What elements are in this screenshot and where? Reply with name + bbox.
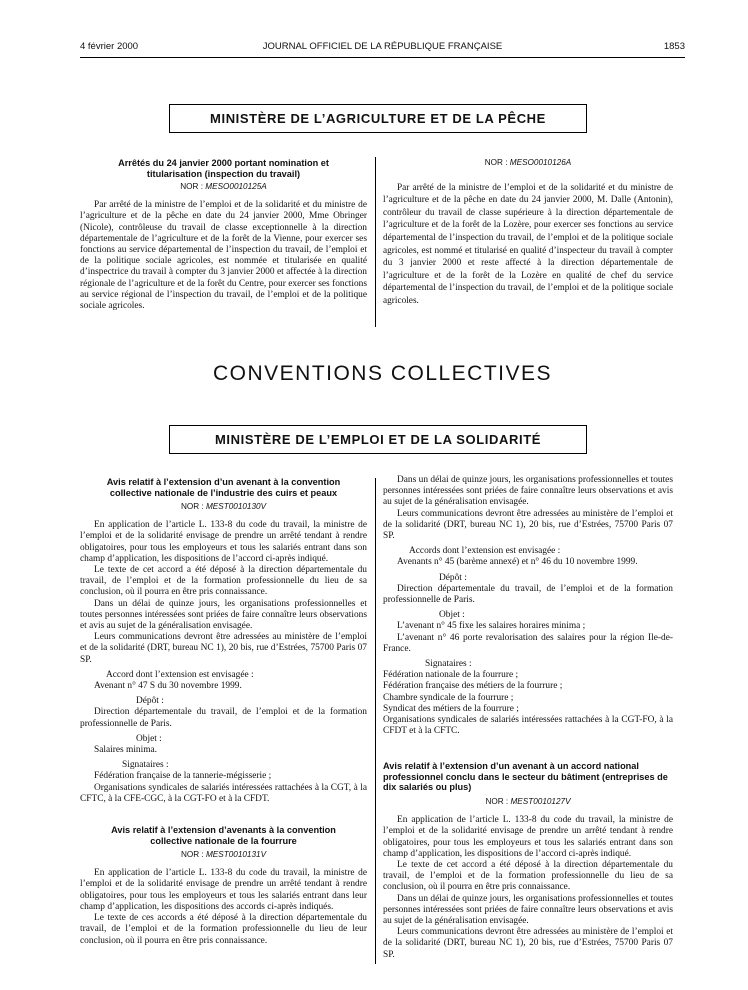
nor-code: MEST0010130V — [205, 502, 267, 511]
paragraph: Leurs communications devront être adressées au ministère de l’emploi et de la solidarité (DRT, bureau NC 1), 20 bis, rue d’Estrées, 75700 Paris 07 SP. — [80, 632, 367, 665]
nor-label: NOR : — [180, 850, 204, 860]
nor-code: MESO0010125A — [205, 182, 267, 191]
depot-text: Direction départementale du travail, de l’emploi et de la formation professionnelle de Paris. — [383, 583, 673, 606]
nor-line — [383, 157, 673, 170]
signataire: Organisations syndicales de salariés intéressées rattachées à la CGT-FO, à la CFDT et à la CFTC. — [383, 715, 673, 737]
paragraph: Leurs communications devront être adressées au ministère de l’emploi et de la solidarité (DRT, bureau NC 1), 20 bis, rue d’Estrées, 75700 Paris 07 SP. — [383, 927, 673, 960]
nor-code: MESO0010126A — [509, 158, 572, 167]
signataires-label: Signataires : — [425, 659, 472, 670]
nor-line — [80, 501, 367, 512]
paragraph: Le texte de ces accords a été déposé à la direction départementale du travail, de l’emploi et de la formation professionnelle du lieu de leur conclusion, où il pourra en être pris connaissance. — [80, 913, 367, 946]
nor-code: MEST0010131V — [205, 850, 267, 860]
arrete-body: Par arrêté de la ministre de l’emploi et de la solidarité et du ministre de l’agriculture et de la pêche en date du 24 janvier 2000, M. Dalle (Antonin), contrôleur du travail de classe supérieure à la direction départementale de l’agriculture et de la forêt de la Lozère, pour exercer ses fonctions au service départemental de l’inspection du travail, de l’emploi et de la politique sociale agricoles, est nommé et titularisé en qualité d’inspecteur du travail à compter du 3 janvier 2000 et reste affecté à la direction départementale de l’agriculture et de la forêt de la Lozère en qualité de chef du service départemental de l’inspection du travail, de l’emploi et de la politique sociale agricoles. — [383, 182, 673, 306]
avis-title: Avis relatif à l’extension d’un avenant à la convention collective nationale de l’industrie des cuirs et peaux — [106, 477, 341, 498]
avis-cuirs-peaux — [80, 477, 367, 947]
paragraph: Le texte de cet accord a été déposé à la direction départementale du travail, de l’emploi et de la formation professionnelle du lieu de sa conclusion, où il pourra en être pris connaissance. — [80, 565, 367, 598]
paragraph: Le texte de cet accord a été déposé à la direction départementale du travail, de l’emploi et de la formation professionnelle du lieu de sa conclusion, où il pourra en être pris connaissance. — [383, 859, 673, 893]
objet-text: Salaires minima. — [94, 745, 158, 756]
nor-label: NOR : — [180, 182, 203, 191]
accord-text: Avenant n° 47 S du 30 novembre 1999. — [94, 681, 242, 692]
ministry-emploi-heading: MINISTÈRE DE L’EMPLOI ET DE LA SOLIDARITÉ — [169, 425, 587, 454]
avis-title: Avis relatif à l’extension d’avenants à la convention collective nationale de la fourrure — [111, 825, 336, 846]
depot-label: Dépôt : — [439, 572, 467, 583]
signataire: Fédération française de la tannerie-mégisserie ; — [94, 771, 272, 782]
arrete-dalle — [383, 157, 673, 308]
paragraph: Leurs communications devront être adressées au ministère de l’emploi et de la solidarité (DRT, bureau NC 1), 20 bis, rue d’Estrées, 75700 Paris 07 SP. — [383, 508, 673, 542]
objet-text: L’avenant n° 46 porte revalorisation des salaires pour la région Ile-de-France. — [383, 632, 673, 654]
accord-label: Accord dont l’extension est envisagée : — [106, 669, 254, 680]
ministry-agriculture-heading: MINISTÈRE DE L’AGRICULTURE ET DE LA PÊCHE — [169, 104, 587, 133]
page-header — [80, 41, 685, 55]
objet-label: Objet : — [136, 733, 162, 744]
column-divider-bottom — [375, 478, 376, 964]
nor-label: NOR : — [485, 796, 509, 806]
paragraph: En application de l’article L. 133-8 du code du travail, la ministre de l’emploi et de la solidarité envisage de prendre un arrêté tendant à rendre obligatoires, pour tous les employeurs et tous les salariés entrant dans leur champ d’application, les dispositions des accords ci-après indiqués. — [80, 868, 367, 912]
nor-line — [383, 796, 673, 807]
nor-label: NOR : — [484, 158, 508, 167]
paragraph: En application de l’article L. 133-8 du code du travail, la ministre de l’emploi et de la solidarité envisage de prendre un arrêté tendant à rendre obligatoires, pour tous les employeurs et tous les salariés entrant dans son champ d’application, les dispositions de l’accord ci-après indiqué. — [80, 520, 367, 564]
paragraph: Dans un délai de quinze jours, les organisations professionnelles et toutes personnes intéressées sont priées de faire connaître leurs observations et avis au sujet de la généralisation envisagée. — [383, 893, 673, 926]
signataire: Fédération nationale de la fourrure ; — [383, 670, 519, 681]
accord-label: Accords dont l’extension est envisagée : — [409, 546, 561, 557]
page-number: 1853 — [663, 41, 685, 52]
journal-title: JOURNAL OFFICIEL DE LA RÉPUBLIQUE FRANÇAISE — [262, 41, 503, 52]
header-date: 4 février 2000 — [80, 41, 139, 52]
signataire: Fédération française des métiers de la fourrure ; — [383, 681, 563, 692]
signataires-label: Signataires : — [122, 760, 169, 771]
paragraph: Dans un délai de quinze jours, les organisations professionnelles et toutes personnes intéressées sont priées de faire connaître leurs observations et avis au sujet de la généralisation envisagée. — [80, 598, 367, 632]
signataire: Chambre syndicale de la fourrure ; — [383, 692, 514, 703]
signataire: Organisations syndicales de salariés intéressées rattachées à la CGT, à la CFTC, à la CFE-CGC, à la CGT-FO et à la CFDT. — [80, 782, 367, 804]
arrete-obringer — [80, 158, 367, 312]
avis-title: Avis relatif à l’extension d’un avenant à un accord national professionnel conclu dans le secteur du bâtiment (entreprises de dix salariés ou plus) — [383, 761, 668, 793]
objet-label: Objet : — [439, 610, 465, 621]
section-title: CONVENTIONS COLLECTIVES — [212, 362, 553, 385]
nor-line — [80, 181, 367, 192]
nor-label: NOR : — [180, 502, 204, 511]
column-divider-top — [375, 157, 376, 327]
paragraph: En application de l’article L. 133-8 du code du travail, la ministre de l’emploi et de la solidarité envisage de prendre un arrêté tendant à rendre obligatoires, pour tous les employeurs et tous les salariés entrant dans son champ d’application, les dispositions de l’accord ci-après indiqué. — [383, 815, 673, 859]
header-rule — [80, 57, 685, 58]
depot-label: Dépôt : — [136, 696, 164, 707]
avis-fourrure-continued — [383, 475, 673, 961]
accord-text: Avenants n° 45 (barème annexé) et n° 46 du 10 novembre 1999. — [397, 557, 638, 568]
arrete-title: Arrêtés du 24 janvier 2000 portant nomination et titularisation (inspection du travail) — [118, 158, 329, 179]
depot-text: Direction départementale du travail, de l’emploi et de la formation professionnelle de Paris. — [80, 707, 367, 729]
nor-code: MEST0010127V — [510, 796, 571, 806]
arrete-body: Par arrêté de la ministre de l’emploi et de la solidarité et du ministre de l’agriculture et de la pêche en date du 24 janvier 2000, Mme Obringer (Nicole), contrôleuse du travail de classe exceptionnelle à la direction départementale de l’agriculture et de la forêt de la Vienne, pour exercer ses fonctions au service départemental de l’inspection du travail, de l’emploi et de la politique sociale agricoles, est nommée et titularisée en qualité d’inspectrice du travail à compter du 3 janvier 2000 et affectée à la direction régionale de l’agriculture et de la forêt du Centre, pour exercer ses fonctions au service régional de l’inspection du travail, de l’emploi et de la politique sociale agricoles. — [80, 200, 367, 312]
signataire: Syndicat des métiers de la fourrure ; — [383, 703, 519, 714]
paragraph: Dans un délai de quinze jours, les organisations professionnelles et toutes personnes intéressées sont priées de faire connaître leurs observations et avis au sujet de la généralisation envisagée. — [383, 475, 673, 508]
nor-line — [80, 849, 367, 860]
objet-text: L’avenant n° 45 fixe les salaires horaires minima ; — [397, 621, 586, 632]
